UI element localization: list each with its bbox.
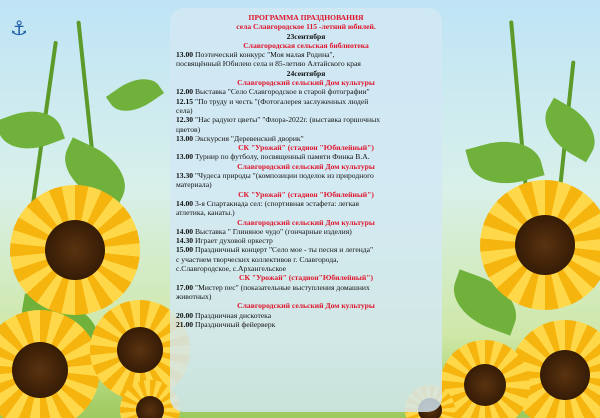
event-item-continued: атлетика, канаты.) — [176, 208, 235, 218]
program-title: ПРОГРАММА ПРАЗДНОВАНИЯ — [248, 13, 364, 22]
location-heading: Славгородский сельский Дом культуры — [237, 301, 375, 311]
location-heading: СК "Урожай" (стадион "Юбилейный") — [238, 189, 374, 199]
event-item-continued: села) — [176, 105, 193, 115]
event-item: 13.00 Экскурсия "Деревенский дворик" — [176, 133, 304, 143]
event-item: 12.00 Выставка "Село Славгородское в старой фотографии" — [176, 87, 370, 97]
event-item: 14.00 Выставка " Глиняное чудо" (гончарные изделия) — [176, 226, 352, 236]
event-item-continued: с участием творческих коллективов г. Славгорода, — [176, 254, 339, 264]
event-item: 14.00 3-я Спартакиада сел: (спортивная эстафета: легкая — [176, 198, 360, 208]
event-item: 13.00 Турнир по футболу, посвященный памяти Финка В.А. — [176, 152, 370, 162]
event-item-continued: цветов) — [176, 124, 201, 134]
event-item: 20.00 Праздничная дискотека — [176, 310, 272, 320]
event-item: 15.00 Праздничный концерт "Село мое - ты песня и легенда" — [176, 245, 374, 255]
event-item: 13.00 Поэтический конкурс "Моя малая Родина", — [176, 50, 335, 60]
program-panel — [170, 8, 442, 412]
sunflower — [480, 180, 600, 310]
event-item: 21.00 Праздничный фейерверк — [176, 319, 276, 329]
location-heading: Славгородская сельская библиотека — [243, 40, 369, 50]
location-heading: Славгородский сельский Дом культуры — [237, 217, 375, 227]
location-heading: Славгородский сельский Дом культуры — [237, 78, 375, 88]
event-item: 14.30 Играет духовой оркестр — [176, 236, 273, 246]
day-heading: 24сентября — [286, 68, 326, 78]
sunflower — [10, 185, 140, 315]
event-item-continued: материала) — [176, 180, 212, 190]
event-item-continued: животных) — [176, 291, 212, 301]
program-subtitle: села Славгородское 115 -летний юбилей. — [236, 22, 376, 32]
event-item-continued: посвящённый Юбилею села и 85-летию Алтайского края — [176, 59, 361, 69]
location-heading: СК "Урожай" (стадион "Юбилейный") — [238, 143, 374, 153]
event-item: 17.00 "Мистер пес" (показательные выступления домашних — [176, 282, 370, 292]
location-heading: СК "Урожай" (стадион"Юбилейный") — [239, 273, 373, 283]
day-heading: 23сентября — [286, 31, 326, 41]
event-item: 12.15 "По труду и честь "(Фотогалерея заслуженных людей — [176, 96, 369, 106]
event-item: 13.30 "Чудеса природы "(композиции поделок из природного — [176, 171, 374, 181]
event-item-continued: с.Славгородское, с.Архангельское — [176, 264, 287, 274]
event-item: 12.30 "Нас радуют цветы" "Флора-2022г. (выставка горшочных — [176, 115, 381, 125]
anchor-icon: ⚓ — [10, 16, 28, 40]
location-heading: Славгородский сельский Дом культуры — [237, 161, 375, 171]
